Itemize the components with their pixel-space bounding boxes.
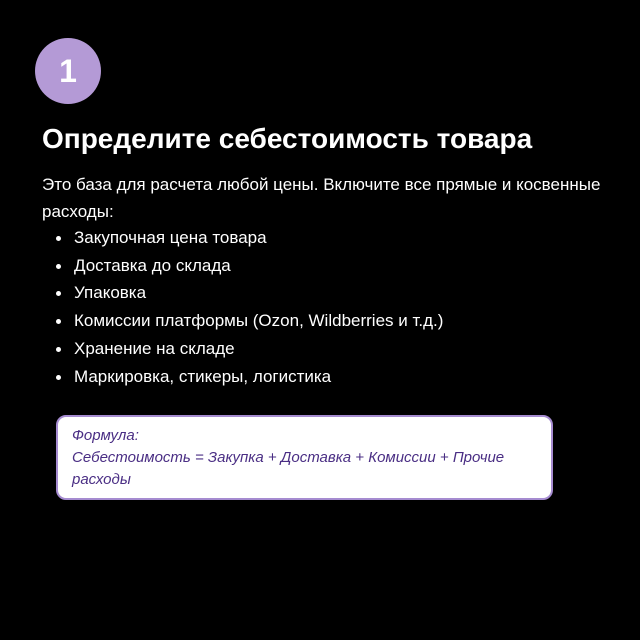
list-item: Упаковка [53,279,443,307]
step-number-badge [35,38,101,104]
step-number: 1 [59,53,77,89]
intro-text: Это база для расчета любой цены. Включите все прямые и косвенные расходы: [42,175,601,221]
page-title: Определите себестоимость товара [42,123,533,154]
list-item: Закупочная цена товара [53,224,443,252]
formula-card [56,415,553,500]
list-item: Маркировка, стикеры, логистика [53,363,443,391]
list-item: Доставка до склада [53,252,443,280]
list-item: Комиссии платформы (Ozon, Wildberries и т.д.) [53,307,443,335]
cost-items-list [53,224,443,390]
formula-label: Формула: [72,427,139,444]
list-item: Хранение на складе [53,335,443,363]
formula-expression: Себестоимость = Закупка + Доставка + Комиссии + Прочие расходы [72,449,505,488]
